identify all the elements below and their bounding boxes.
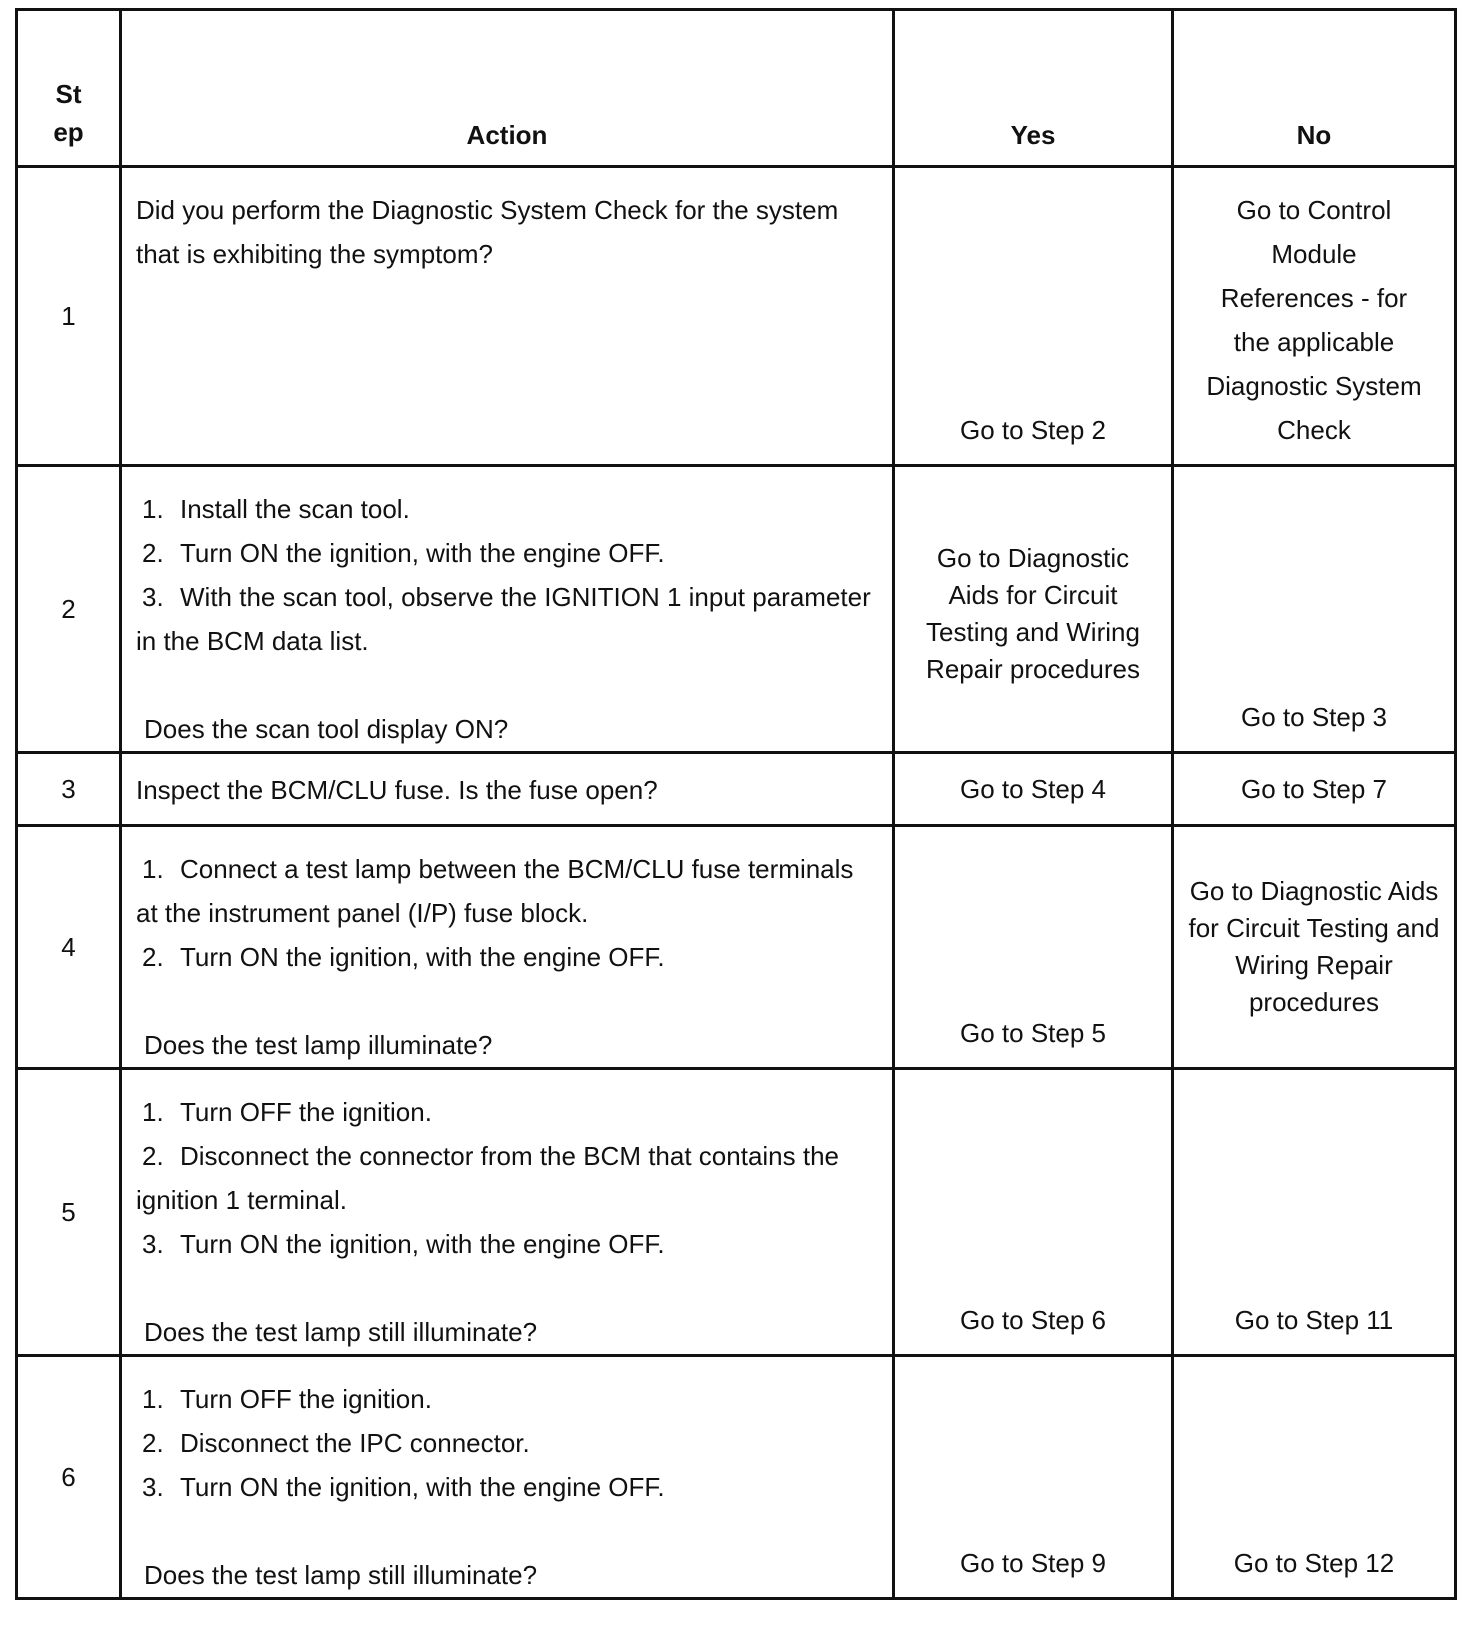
action-cell (121, 826, 894, 1069)
diagnostic-table (15, 8, 1457, 1600)
action-cell (121, 466, 894, 753)
list-item: 1. Connect a test lamp between the BCM/CLU fuse terminals at the instrument panel (I/P) fuse block. (136, 854, 854, 928)
table-row (17, 826, 1456, 1069)
step-number: 5 (17, 1069, 121, 1356)
yes-link[interactable]: Go to Step 2 (960, 415, 1106, 445)
step-number: 3 (17, 753, 121, 826)
no-cell (1173, 466, 1456, 753)
question-text: Does the test lamp still illuminate? (144, 1317, 538, 1347)
yes-link[interactable]: Go to Step 4 (960, 774, 1106, 804)
no-link[interactable]: Go to Diagnostic Aids for Circuit Testing and Wiring Repair procedures (1188, 876, 1440, 1017)
table-row (17, 753, 1456, 826)
table-row (17, 466, 1456, 753)
no-link[interactable]: Go to Step 11 (1234, 1305, 1394, 1335)
yes-cell (894, 167, 1173, 466)
header-step: St ep (17, 10, 121, 167)
list-item: 1. Turn OFF the ignition. (142, 1384, 432, 1414)
list-item: 3. Turn ON the ignition, with the engine OFF. (142, 1472, 665, 1502)
list-item: 2. Turn ON the ignition, with the engine OFF. (142, 942, 665, 972)
no-link[interactable]: Go to Step 12 (1233, 1548, 1395, 1578)
no-link[interactable]: Go to Step 7 (1241, 774, 1387, 804)
yes-link[interactable]: Go to Step 6 (960, 1305, 1106, 1335)
no-cell (1173, 167, 1456, 466)
action-cell (121, 1356, 894, 1599)
action-text: Did you perform the Diagnostic System Check for the system that is exhibiting the symptom? (136, 195, 839, 269)
yes-cell (894, 753, 1173, 826)
no-link[interactable]: Go to Step 3 (1241, 702, 1387, 732)
step-number: 2 (17, 466, 121, 753)
header-action: Action (121, 10, 894, 167)
list-item: 2. Disconnect the IPC connector. (142, 1428, 530, 1458)
action-cell (121, 1069, 894, 1356)
question-text: Does the test lamp illuminate? (144, 1030, 493, 1060)
no-cell (1173, 826, 1456, 1069)
yes-link[interactable]: Go to Step 5 (960, 1018, 1106, 1048)
list-item: 3. With the scan tool, observe the IGNITION 1 input parameter in the BCM data list. (136, 582, 871, 656)
question-text: Does the scan tool display ON? (144, 714, 509, 744)
no-cell (1173, 753, 1456, 826)
yes-link[interactable]: Go to Step 9 (960, 1548, 1106, 1578)
header-row (17, 10, 1456, 167)
step-number: 6 (17, 1356, 121, 1599)
action-cell (121, 167, 894, 466)
table-row (17, 1356, 1456, 1599)
yes-cell (894, 466, 1173, 753)
yes-cell (894, 1069, 1173, 1356)
yes-cell (894, 1356, 1173, 1599)
header-no: No (1173, 10, 1456, 167)
step-number: 4 (17, 826, 121, 1069)
list-item: 1. Install the scan tool. (142, 494, 410, 524)
list-item: 3. Turn ON the ignition, with the engine OFF. (142, 1229, 665, 1259)
yes-cell (894, 826, 1173, 1069)
no-link[interactable]: Go to Control Module References - for the applicable Diagnostic System Check (1206, 195, 1422, 445)
list-item: 2. Disconnect the connector from the BCM that contains the ignition 1 terminal. (136, 1141, 840, 1215)
no-cell (1173, 1069, 1456, 1356)
header-yes: Yes (894, 10, 1173, 167)
list-item: 2. Turn ON the ignition, with the engine OFF. (142, 538, 665, 568)
no-cell (1173, 1356, 1456, 1599)
yes-link[interactable]: Go to Diagnostic Aids for Circuit Testing and Wiring Repair procedures (926, 543, 1140, 684)
step-number: 1 (17, 167, 121, 466)
list-item: 1. Turn OFF the ignition. (142, 1097, 432, 1127)
question-text: Does the test lamp still illuminate? (144, 1560, 538, 1590)
action-cell (121, 753, 894, 826)
action-text: Inspect the BCM/CLU fuse. Is the fuse open? (136, 775, 658, 805)
table-row (17, 1069, 1456, 1356)
table-row (17, 167, 1456, 466)
